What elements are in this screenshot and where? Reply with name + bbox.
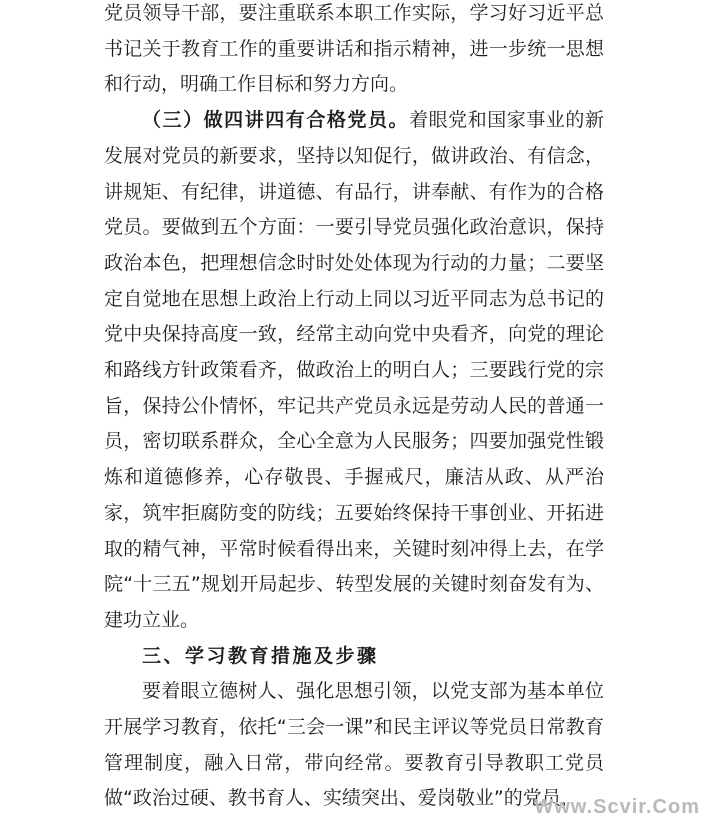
watermark: Www.Scvir.Com: [534, 796, 700, 818]
paragraph-continuation: 党员领导干部，要注重联系本职工作实际，学习好习近平总书记关于教育工作的重要讲话和指示精神，进一步统一思想和行动，明确工作目标和努力方向。: [104, 2, 604, 96]
inline-subheading: （三）做四讲四有合格党员。: [142, 109, 410, 132]
paragraph-section-three-text: 着眼党和国家事业的新发展对党员的新要求，坚持以知促行，做讲政治、有信念，讲规矩、有纪律，讲道德、有品行，讲奉献、有作为的合格党员。要做到五个方面：一要引导党员强化政治意识，保持政治本色，把理想信念时时处处体现为行动的力量；二要坚定自觉地在思想上政治上行动上同以习近平同志为总书记的党中央保持高度一致，经常主动向党中央看齐，向党的理论和路线方针政策看齐，做政治上的明白人；三要践行党的宗旨，保持公仆情怀，牢记共产党员永远是劳动人民的普通一员，密切联系群众，全心全意为人民服务；四要加强党性锻炼和道德修养，心存敬畏、手握戒尺，廉洁从政、从严治家，筑牢拒腐防变的防线；五要始终保持干事创业、开拓进取的精气神，平常时候看得出来，关键时刻冲得上去，在学院“十三五”规划开局起步、转型发展的关键时刻奋发有为、建功立业。: [104, 109, 604, 631]
document-body: [104, 0, 604, 817]
paragraph-measures: 要着眼立德树人、强化思想引领，以党支部为基本单位开展学习教育，依托“三会一课”和民主评议等党员日常教育管理制度，融入日常，带向经常。要教育引导教职工党员做“政治过硬、教书育人、实绩突出、爱岗敬业”的党员，: [104, 680, 604, 810]
paragraph-section-three: [104, 103, 604, 639]
section-heading: 三、学习教育措施及步骤: [142, 644, 379, 667]
